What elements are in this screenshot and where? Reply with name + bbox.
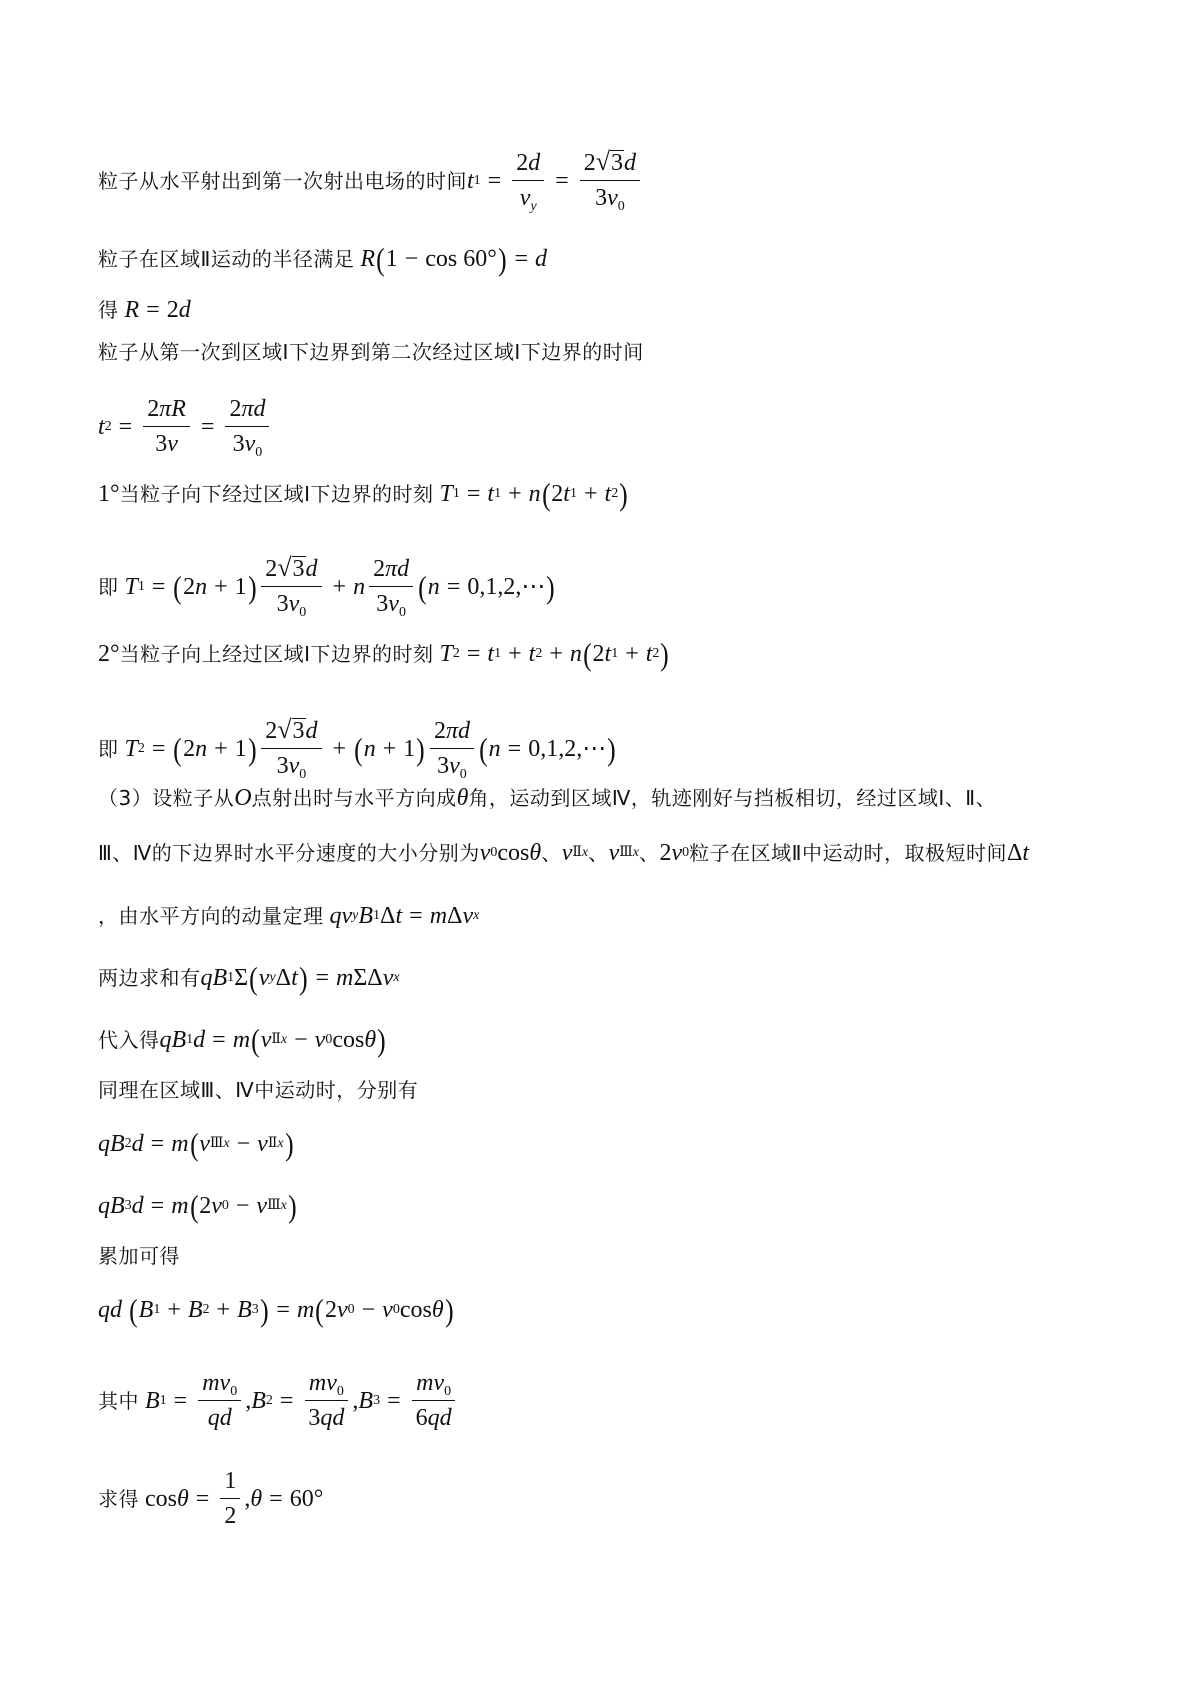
- label-case1: 1°: [98, 481, 120, 507]
- text-sep-2: 、: [588, 841, 609, 865]
- line-part3-a: [98, 784, 996, 812]
- text-result: 求得: [98, 1486, 139, 1511]
- line-result: [98, 1466, 323, 1531]
- text-part3-d: Ⅲ、Ⅳ的下边界时水平分速度的大小分别为: [98, 841, 480, 865]
- eq-t1: t 1 = $\frac{2d}{v_y}$ = 2 √ 3 d $3v_0$: [467, 148, 644, 213]
- text-accumulate: 累加可得: [98, 1244, 180, 1268]
- text-case1: 当粒子向下经过区域Ⅰ下边界的时刻: [119, 482, 434, 506]
- line-case2: [98, 638, 670, 670]
- line-case1: [98, 478, 629, 510]
- eq-fields: B 1 = $\frac{mv_0}{qd}$ , B 2 = $\frac{mv_0}{3qd}$ , B 3 = $\frac{mv_0}{6qd}$: [139, 1368, 460, 1433]
- line-fields: [98, 1368, 460, 1433]
- eq-b3: qB 3 d = m ( 2 v 0 − v Ⅲx ): [98, 1188, 297, 1224]
- text-t1-intro: 粒子从水平射出到第一次射出电场的时间: [98, 168, 467, 193]
- label-case2: 2°: [98, 641, 120, 667]
- line-total: [98, 1294, 454, 1326]
- eq-radius: R ( 1 − cos 60° ) = d: [360, 241, 548, 277]
- line-t2: [98, 394, 273, 459]
- eq-v3x: v Ⅲx: [608, 840, 639, 866]
- line-r-result: [98, 296, 191, 324]
- line-t1: [98, 148, 644, 213]
- eq-b2: qB 2 d = m ( v Ⅲx − v Ⅱx ): [98, 1126, 294, 1162]
- text-similar: 同理在区域Ⅲ、Ⅳ中运动时，分别有: [98, 1078, 419, 1102]
- eq-2v0: 2 v 0: [659, 840, 690, 866]
- eq-result: cos θ = $\frac{1}{2}$ , θ = 60°: [145, 1468, 324, 1529]
- eq-total: qd ( B 1 + B 2 + B 3 ) = m ( 2 v 0 − v 0 cos θ ): [98, 1292, 454, 1328]
- eq-v0cos: v 0 cos θ: [479, 840, 542, 866]
- eq-sub: qB 1 d = m ( v Ⅱx − v 0 cos θ ): [159, 1022, 386, 1058]
- eq-T2: T 2 = ( 2 n + 1 ) 2 √ 3 d $3v_0$ + ( n + 1 ) $\frac{2\pi d}{3v_0}$ ( n = 0,1,2,⋯ ): [124, 715, 616, 782]
- symbol-o: O: [234, 785, 252, 811]
- symbol-theta: θ: [456, 785, 469, 811]
- text-ji-2: 即: [98, 736, 119, 761]
- line-similar: [98, 1076, 418, 1104]
- text-radius-intro: 粒子在区域Ⅱ运动的半径满足: [98, 247, 355, 271]
- eq-v2x: v Ⅱx: [561, 840, 589, 866]
- text-part3-e: 粒子在区域Ⅱ中运动时，取极短时间: [689, 841, 1007, 865]
- eq-momentum: qv y B 1 Δ t = m Δ v x: [329, 903, 480, 929]
- text-part3-c: 角，运动到区域Ⅳ，轨迹刚好与挡板相切，经过区域Ⅰ、Ⅱ、: [468, 786, 997, 810]
- eq-T2-def: T 2 = t 1 + t 2 + n ( 2 t 1 + t 2 ): [439, 636, 669, 672]
- line-radius: [98, 243, 547, 275]
- line-part3-b: [98, 839, 1029, 867]
- eq-r-result: R = 2 d: [124, 297, 191, 323]
- line-b2: [98, 1128, 294, 1160]
- eq-delta-t: Δ t: [1006, 840, 1030, 866]
- text-sep-1: 、: [541, 841, 562, 865]
- text-part3-b: 点射出时与水平方向成: [251, 786, 457, 810]
- line-T2: [98, 716, 617, 781]
- eq-T1: T 1 = ( 2 n + 1 ) 2 √ 3 d $3v_0$ + n $\frac{2\pi d}{3v_0}$ ( n = 0,1,2,⋯ ): [124, 553, 555, 620]
- text-sum: 两边求和有: [98, 966, 201, 990]
- line-b3: [98, 1190, 297, 1222]
- text-ji-1: 即: [98, 574, 119, 599]
- text-fields: 其中: [98, 1388, 139, 1413]
- line-accumulate: [98, 1242, 180, 1270]
- text-sub: 代入得: [98, 1028, 160, 1052]
- text-t2-intro: 粒子从第一次到区域Ⅰ下边界到第二次经过区域Ⅰ下边界的时间: [98, 340, 644, 364]
- text-momentum: ，由水平方向的动量定理: [98, 904, 324, 928]
- eq-sum: qB 1 Σ ( v y Δ t ) = m ΣΔ v x: [200, 960, 400, 996]
- line-sub: [98, 1024, 387, 1056]
- text-sep-3: 、: [638, 841, 660, 865]
- text-part3-a: （3）设粒子从: [98, 786, 235, 810]
- line-t2-intro: [98, 338, 644, 366]
- eq-T1-def: T 1 = t 1 + n ( 2 t 1 + t 2 ): [439, 476, 628, 512]
- line-momentum: [98, 902, 479, 930]
- eq-t2: t 2 = $\frac{2\pi R}{3v}$ = $\frac{2\pi d}{3v_0}$: [98, 394, 273, 459]
- text-case2: 当粒子向上经过区域Ⅰ下边界的时刻: [119, 642, 434, 666]
- text-de: 得: [98, 298, 119, 322]
- line-T1: [98, 554, 556, 619]
- line-sum: [98, 962, 400, 994]
